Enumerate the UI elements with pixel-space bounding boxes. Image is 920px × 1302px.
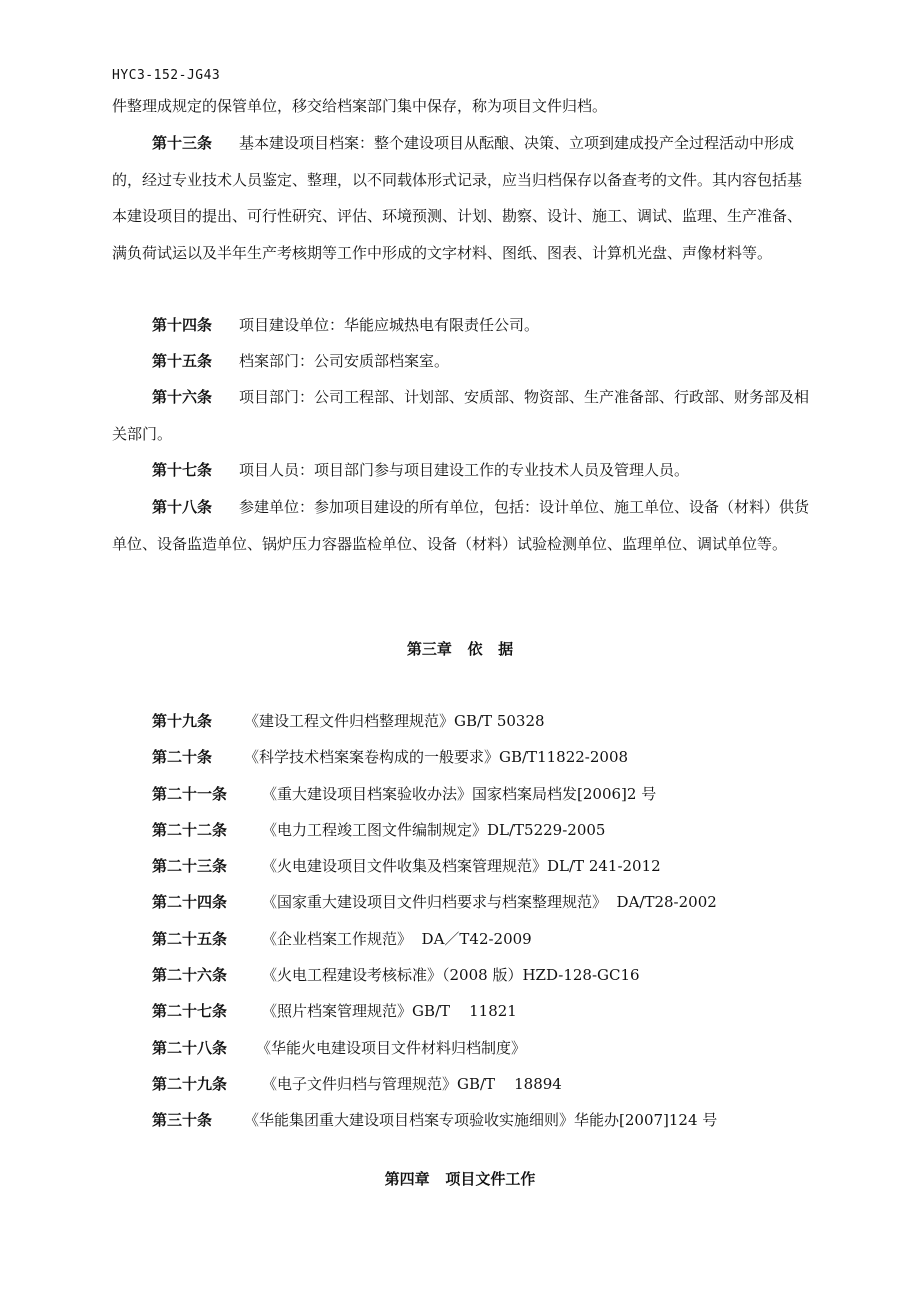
reference-text: 《华能集团重大建设项目档案专项验收实施细则》华能办[2007]124 号 [244, 1111, 718, 1130]
reference-text: 《重大建设项目档案验收办法》国家档案局档发[2006]2 号 [262, 784, 657, 803]
reference-text: 《建设工程文件归档整理规范》GB/T 50328 [244, 712, 545, 730]
article-text: 基本建设项目档案：整个建设项目从酝酿、决策、立项到建成投产全过程活动中形成的，经过专业技术人员鉴定、整理，以不同载体形式记录，应当归档保存以备查考的文件。其内容包括基本建设项目的提出、可行性研究、评估、环境预测、计划、勘察、设计、施工、调试、监理、生产准备、满负荷试运以及半年生产考核期等工作中形成的文字材料、图纸、图表、计算机光盘、声像材料等。 [112, 134, 803, 262]
article-15 [112, 343, 812, 380]
list-item [152, 812, 717, 848]
article-number: 第二十九条 [152, 1074, 228, 1093]
article-number: 第十七条 [152, 461, 213, 479]
list-item [152, 703, 717, 739]
article-number: 第十五条 [152, 352, 213, 370]
list-item [152, 921, 717, 957]
article-text: 项目部门：公司工程部、计划部、安质部、物资部、生产准备部、行政部、财务部及相关部门。 [112, 388, 810, 443]
list-item [152, 848, 717, 884]
article-number: 第二十七条 [152, 1002, 228, 1021]
article-number: 第二十五条 [152, 929, 228, 948]
article-number: 第十三条 [152, 134, 213, 152]
article-number: 第三十条 [152, 1111, 213, 1130]
article-number: 第二十八条 [152, 1038, 228, 1057]
reference-text: 《电子文件归档与管理规范》GB/T 18894 [262, 1074, 562, 1093]
reference-text: 《火电建设项目文件收集及档案管理规范》DL/T 241-2012 [262, 857, 661, 876]
list-item [152, 1102, 717, 1138]
article-number: 第十八条 [152, 498, 213, 516]
article-number: 第十九条 [152, 712, 213, 730]
article-number: 第二十二条 [152, 820, 228, 839]
reference-list [152, 703, 717, 1139]
reference-text: 《科学技术档案案卷构成的一般要求》GB/T11822-2008 [244, 748, 629, 767]
article-text: 档案部门：公司安质部档案室。 [239, 352, 450, 370]
reference-text: 《火电工程建设考核标准》（2008 版）HZD-128-GC16 [262, 966, 640, 985]
article-number: 第十四条 [152, 316, 213, 334]
intro-line: 件整理成规定的保管单位，移交给档案部门集中保存，称为项目文件归档。 [112, 97, 608, 115]
list-item [152, 1030, 717, 1066]
article-number: 第二十六条 [152, 966, 228, 985]
list-item [152, 1066, 717, 1102]
list-item [152, 993, 717, 1029]
article-number: 第二十一条 [152, 784, 228, 803]
list-item [152, 776, 717, 812]
article-number: 第二十三条 [152, 857, 228, 876]
article-14 [112, 307, 812, 344]
list-item [152, 957, 717, 993]
list-item [152, 739, 717, 775]
reference-text: 《照片档案管理规范》GB/T 11821 [262, 1002, 517, 1021]
article-text: 参建单位：参加项目建设的所有单位，包括：设计单位、施工单位、设备（材料）供货单位、设备监造单位、锅炉压力容器监检单位、设备（材料）试验检测单位、监理单位、调试单位等。 [112, 498, 810, 553]
article-number: 第二十条 [152, 748, 213, 767]
article-number: 第二十四条 [152, 893, 228, 912]
reference-text: 《华能火电建设项目文件材料归档制度》 [256, 1038, 527, 1057]
article-number: 第十六条 [152, 388, 213, 406]
reference-text: 《电力工程竣工图文件编制规定》DL/T5229-2005 [262, 820, 606, 839]
article-18 [112, 489, 812, 562]
list-item [152, 884, 717, 920]
document-code: HYC3-152-JG43 [112, 68, 221, 83]
reference-text: 《企业档案工作规范》 DA／T42-2009 [262, 929, 532, 948]
reference-text: 《国家重大建设项目文件归档要求与档案整理规范》 DA/T28-2002 [262, 893, 717, 912]
article-16 [112, 379, 812, 452]
chapter-4-title: 第四章 项目文件工作 [384, 1170, 536, 1188]
article-text: 项目建设单位：华能应城热电有限责任公司。 [239, 316, 540, 334]
article-17 [112, 452, 812, 489]
article-text: 项目人员：项目部门参与项目建设工作的专业技术人员及管理人员。 [239, 461, 690, 479]
article-13 [112, 125, 812, 271]
chapter-3-title: 第三章 依 据 [406, 640, 514, 658]
